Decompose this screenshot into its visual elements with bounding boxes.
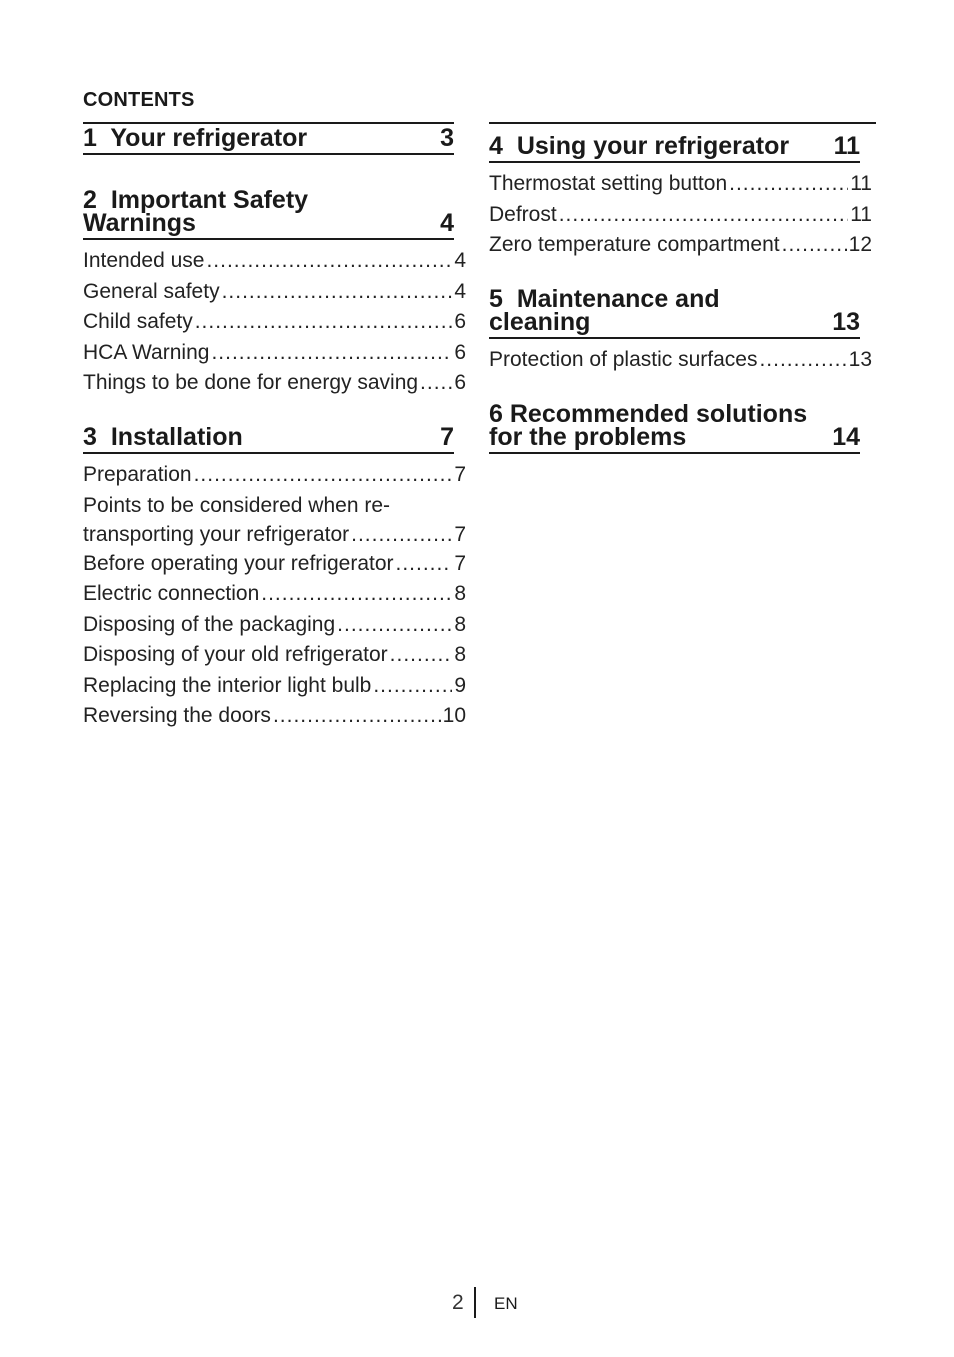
section-number: 4 <box>489 132 503 160</box>
section-page: 14 <box>832 423 860 451</box>
page-number: 2 <box>452 1291 464 1314</box>
toc-entry[interactable]: General safety ..... 4 <box>83 277 466 308</box>
entry-list <box>489 169 872 261</box>
section-title: Installation <box>110 423 243 451</box>
toc-section-2 <box>83 186 466 399</box>
toc-entry[interactable]: Zero temperature compartment ..... 12 <box>489 230 872 261</box>
toc-entry[interactable]: Defrost ..... 11 <box>489 200 872 231</box>
section-heading[interactable] <box>489 132 860 163</box>
toc-entry[interactable]: Preparation ..... 7 <box>83 460 466 491</box>
toc-entry[interactable]: Thermostat setting button ..... 11 <box>489 169 872 200</box>
toc-entry[interactable]: Reversing the doors ..... 10 <box>83 701 466 732</box>
toc-entry[interactable]: Child safety ..... 6 <box>83 307 466 338</box>
toc-entry[interactable]: Things to be done for energy saving ..... 6 <box>83 368 466 399</box>
section-title-line2: Warnings <box>83 209 196 237</box>
toc-section-5 <box>489 285 872 376</box>
section-heading[interactable] <box>83 122 454 155</box>
section-page: 4 <box>440 209 454 237</box>
section-title: Your refrigerator <box>110 124 308 152</box>
toc-entry[interactable]: Electric connection ..... 8 <box>83 579 466 610</box>
toc-entry[interactable]: Protection of plastic surfaces ..... 13 <box>489 345 872 376</box>
entry-list <box>83 460 466 732</box>
toc-section-3 <box>83 423 466 732</box>
toc-entry[interactable]: Disposing of the packaging ..... 8 <box>83 610 466 641</box>
section-heading[interactable] <box>489 285 860 339</box>
toc-entry[interactable]: Disposing of your old refrigerator ..... 8 <box>83 640 466 671</box>
section-number: 5 <box>489 285 503 313</box>
section-heading[interactable] <box>83 423 454 454</box>
toc-entry[interactable]: Intended use ..... 4 <box>83 246 466 277</box>
section-title: Recommended solutions <box>509 400 808 428</box>
toc-entry[interactable]: Replacing the interior light bulb ..... 9 <box>83 671 466 702</box>
toc-section-1 <box>83 122 466 155</box>
entry-list <box>83 246 466 399</box>
section-page: 3 <box>440 124 454 152</box>
language-code: EN <box>494 1294 518 1313</box>
section-number: 6 <box>489 400 503 428</box>
toc-entry[interactable]: HCA Warning ..... 6 <box>83 338 466 369</box>
page-footer <box>0 1287 954 1321</box>
section-heading[interactable] <box>83 186 454 240</box>
toc-section-4 <box>489 132 872 261</box>
section-page: 7 <box>440 423 454 451</box>
section-page: 11 <box>833 132 860 160</box>
footer-divider <box>474 1287 476 1318</box>
section-heading[interactable] <box>489 400 860 454</box>
section-title: Important Safety <box>110 186 309 214</box>
section-title-line2: cleaning <box>489 308 591 336</box>
section-number: 1 <box>83 124 97 152</box>
toc-section-6 <box>489 400 872 454</box>
section-number: 2 <box>83 186 97 214</box>
section-title: Maintenance and <box>516 285 720 313</box>
section-title-line2: for the problems <box>489 423 687 451</box>
contents-heading: CONTENTS <box>83 89 195 111</box>
section-title: Using your refrigerator <box>516 132 790 160</box>
top-rule <box>489 122 876 124</box>
entry-list <box>489 345 872 376</box>
toc-entry[interactable]: Points to be considered when re- transporting your refrigerator ..... 7 <box>83 491 466 549</box>
toc-entry[interactable]: Before operating your refrigerator ..... 7 <box>83 549 466 580</box>
section-number: 3 <box>83 423 97 451</box>
section-page: 13 <box>832 308 860 336</box>
